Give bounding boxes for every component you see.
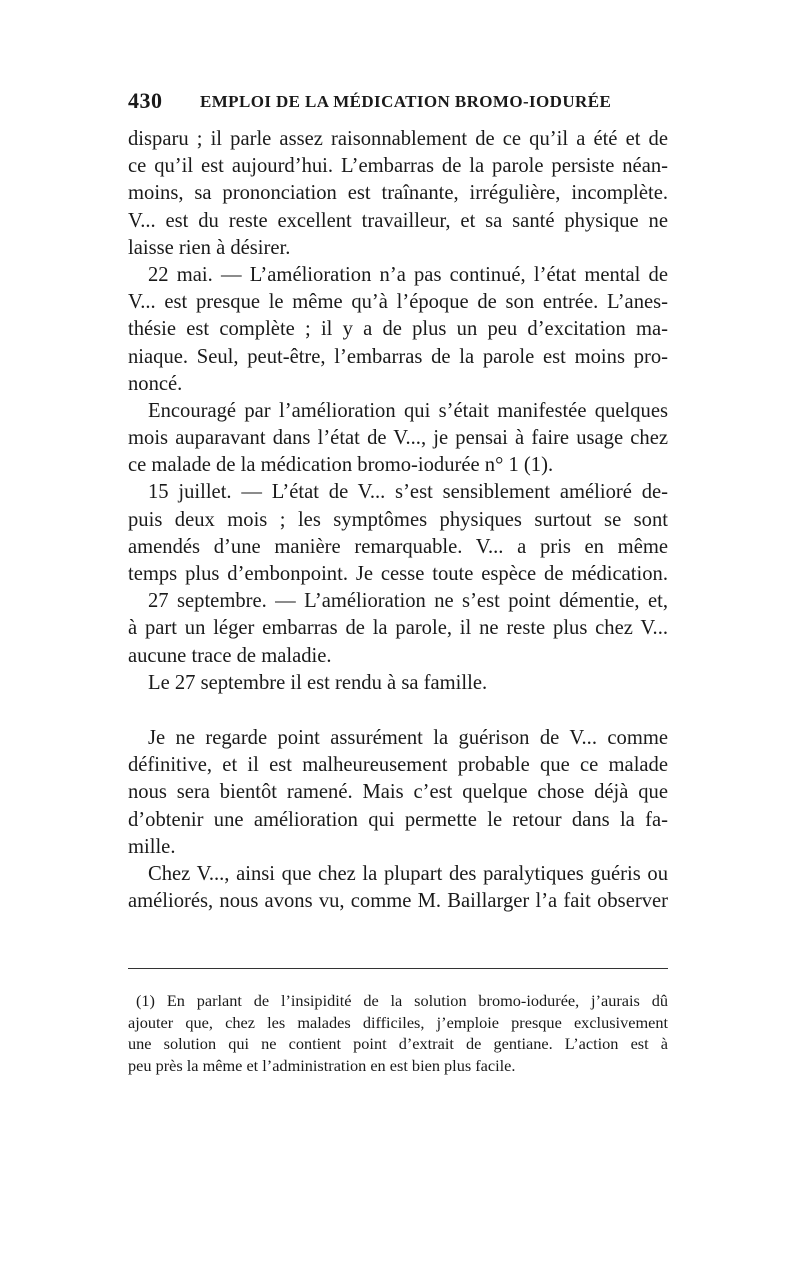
text-line: Chez V..., ainsi que chez la plupart des paralytiques guéris ou bbox=[148, 862, 668, 885]
footnote-line: (1) En parlant de l’insipidité de la solution bromo-iodurée, j’aurais dû bbox=[136, 991, 668, 1010]
text-line: Je ne regarde point assurément la guérison de V... comme bbox=[148, 726, 668, 749]
footnote-rule bbox=[128, 968, 668, 969]
text-line: Encouragé par l’amélioration qui s’était manifestée quelques bbox=[148, 399, 668, 422]
text-line: ce qu’il est aujourd’hui. L’embarras de la parole persiste néan- bbox=[128, 155, 668, 178]
text-line: à part un léger embarras de la parole, il ne reste plus chez V... bbox=[128, 617, 668, 640]
text-line: 22 mai. — L’amélioration n’a pas continué, l’état mental de bbox=[148, 263, 668, 286]
footnote-line: une solution qui ne contient point d’extrait de gentiane. L’action est à bbox=[128, 1034, 668, 1053]
text-line: définitive, et il est malheureusement probable que ce malade bbox=[128, 754, 668, 777]
footnotes bbox=[128, 990, 668, 1076]
text-line: amendés d’une manière remarquable. V... a pris en même bbox=[128, 535, 668, 558]
text-line: aucune trace de maladie. bbox=[128, 644, 332, 667]
text-line: améliorés, nous avons vu, comme M. Baillarger l’a fait observer bbox=[128, 890, 668, 913]
footnote-line: ajouter que, chez les malades difficiles, j’emploie presque exclusivement bbox=[128, 1012, 668, 1032]
text-line: 27 septembre. — L’amélioration ne s’est point démentie, et, bbox=[148, 590, 668, 613]
text-line: ce malade de la médication bromo-iodurée n° 1 (1). bbox=[128, 454, 554, 477]
text-line: noncé. bbox=[128, 372, 183, 395]
page-number: 430 bbox=[128, 88, 163, 113]
text-line: mois auparavant dans l’état de V..., je pensai à faire usage chez bbox=[128, 427, 668, 450]
text-line: Le 27 septembre il est rendu à sa famille. bbox=[148, 671, 488, 694]
text-line: mille. bbox=[128, 835, 176, 858]
text-line: moins, sa prononciation est traînante, irrégulière, incomplète. bbox=[128, 182, 668, 205]
text-line: niaque. Seul, peut-être, l’embarras de la parole est moins pro- bbox=[128, 345, 668, 368]
text-line: laisse rien à désirer. bbox=[128, 236, 291, 259]
running-header bbox=[128, 88, 668, 118]
text-line: V... est du reste excellent travailleur, et sa santé physique ne bbox=[128, 209, 668, 232]
paragraph-gap bbox=[128, 697, 668, 725]
text-line: V... est presque le même qu’à l’époque de son entrée. L’anes- bbox=[128, 291, 668, 314]
text-line: 15 juillet. — L’état de V... s’est sensiblement amélioré de- bbox=[148, 481, 668, 504]
text-line: temps plus d’embonpoint. Je cesse toute espèce de médication. bbox=[128, 563, 668, 585]
text-line: d’obtenir une amélioration qui permette le retour dans la fa- bbox=[128, 808, 668, 831]
text-line: disparu ; il parle assez raisonnablement de ce qu’il a été et de bbox=[128, 128, 668, 150]
running-title: EMPLOI DE LA MÉDICATION BROMO-IODURÉE bbox=[200, 92, 612, 111]
body-text bbox=[128, 126, 668, 915]
footnote-line: peu près la même et l’administration en est bien plus facile. bbox=[128, 1055, 516, 1075]
text-line: nous sera bientôt ramené. Mais c’est quelque chose déjà que bbox=[128, 781, 668, 804]
text-line: thésie est complète ; il y a de plus un peu d’excitation ma- bbox=[128, 318, 668, 341]
text-line: puis deux mois ; les symptômes physiques surtout se sont bbox=[128, 508, 668, 531]
